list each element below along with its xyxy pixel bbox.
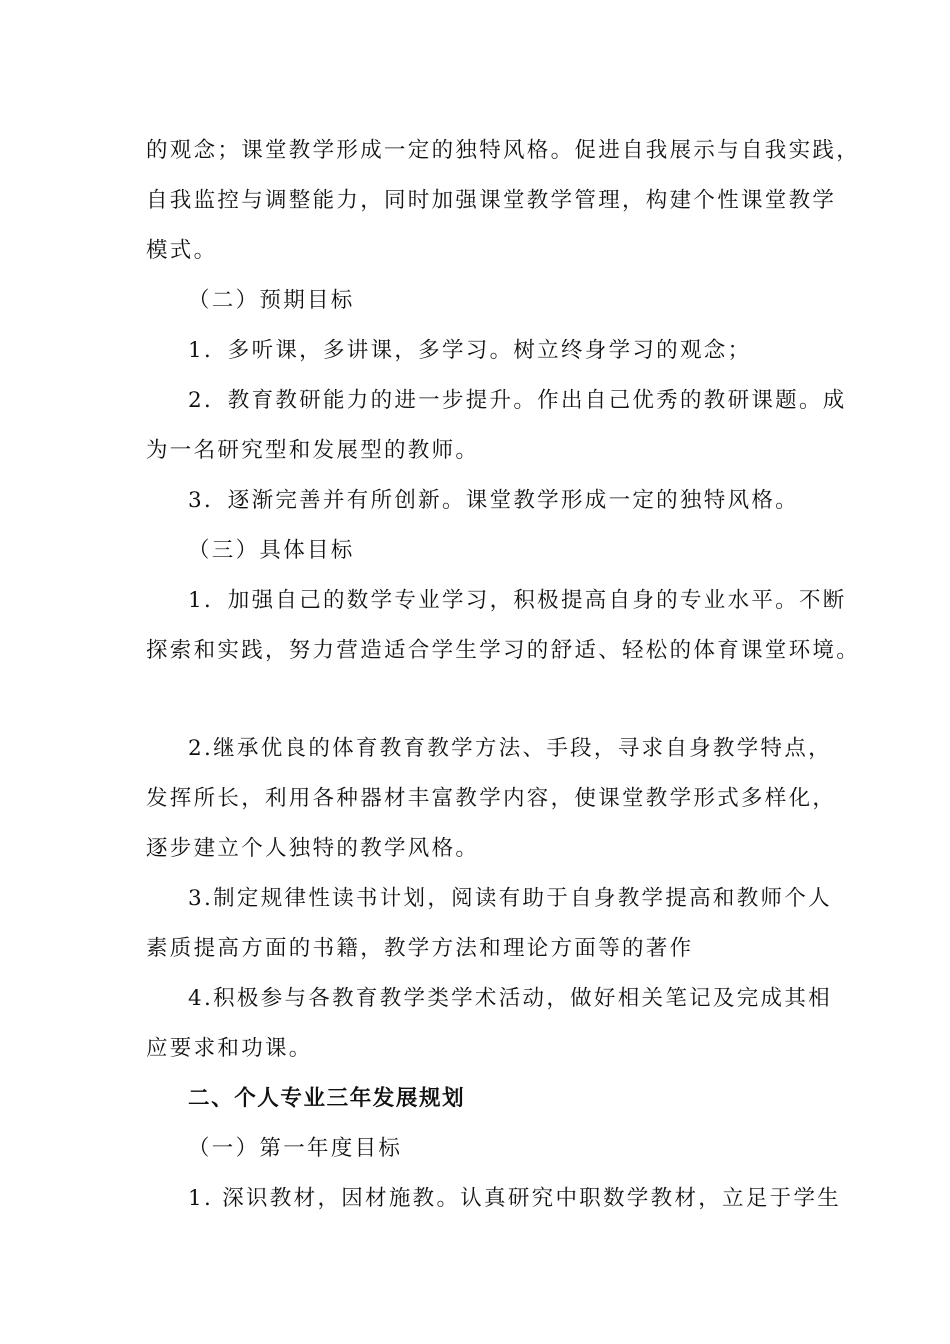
list-item: 1．多听课，多讲课，多学习。树立终身学习的观念； (188, 338, 752, 363)
list-item: 2．教育教研能力的进一步提升。作出自己优秀的教研课题。成 (188, 388, 847, 413)
subheading-year-one: （一）第一年度目标 (188, 1136, 403, 1161)
list-item: 3.制定规律性读书计划，阅读有助于自身教学提高和教师个人 (188, 886, 832, 911)
list-item-continuation: 探索和实践，努力营造适合学生学习的舒适、轻松的体育课堂环境。 (146, 638, 861, 663)
list-item-continuation: 逐步建立个人独特的教学风格。 (146, 836, 480, 861)
list-item: 1．加强自己的数学专业学习，积极提高自身的专业水平。不断 (188, 588, 847, 613)
paragraph-line: 的观念；课堂教学形成一定的独特风格。促进自我展示与自我实践， (146, 138, 861, 163)
list-item-continuation: 素质提高方面的书籍，教学方法和理论方面等的著作 (146, 936, 694, 961)
paragraph-line: 模式。 (146, 238, 218, 263)
list-item-continuation: 应要求和功课。 (146, 1036, 313, 1061)
list-item: 1. 深识教材，因材施教。认真研究中职数学教材，立足于学生 (188, 1186, 842, 1211)
list-item: 4.积极参与各教育教学类学术活动，做好相关笔记及完成其相 (188, 986, 832, 1011)
list-item: 3．逐渐完善并有所创新。课堂教学形成一定的独特风格。 (188, 488, 799, 513)
list-item-continuation: 为一名研究型和发展型的教师。 (146, 438, 480, 463)
subheading-specific-goals: （三）具体目标 (188, 538, 355, 563)
list-item-continuation: 发挥所长，利用各种器材丰富教学内容，使课堂教学形式多样化， (146, 786, 837, 811)
paragraph-line: 自我监控与调整能力，同时加强课堂教学管理，构建个性课堂教学 (146, 188, 837, 213)
section-heading: 二、个人专业三年发展规划 (188, 1086, 466, 1111)
list-item: 2.继承优良的体育教育教学方法、手段，寻求自身教学特点， (188, 736, 832, 761)
subheading-expected-goals: （二）预期目标 (188, 288, 355, 313)
